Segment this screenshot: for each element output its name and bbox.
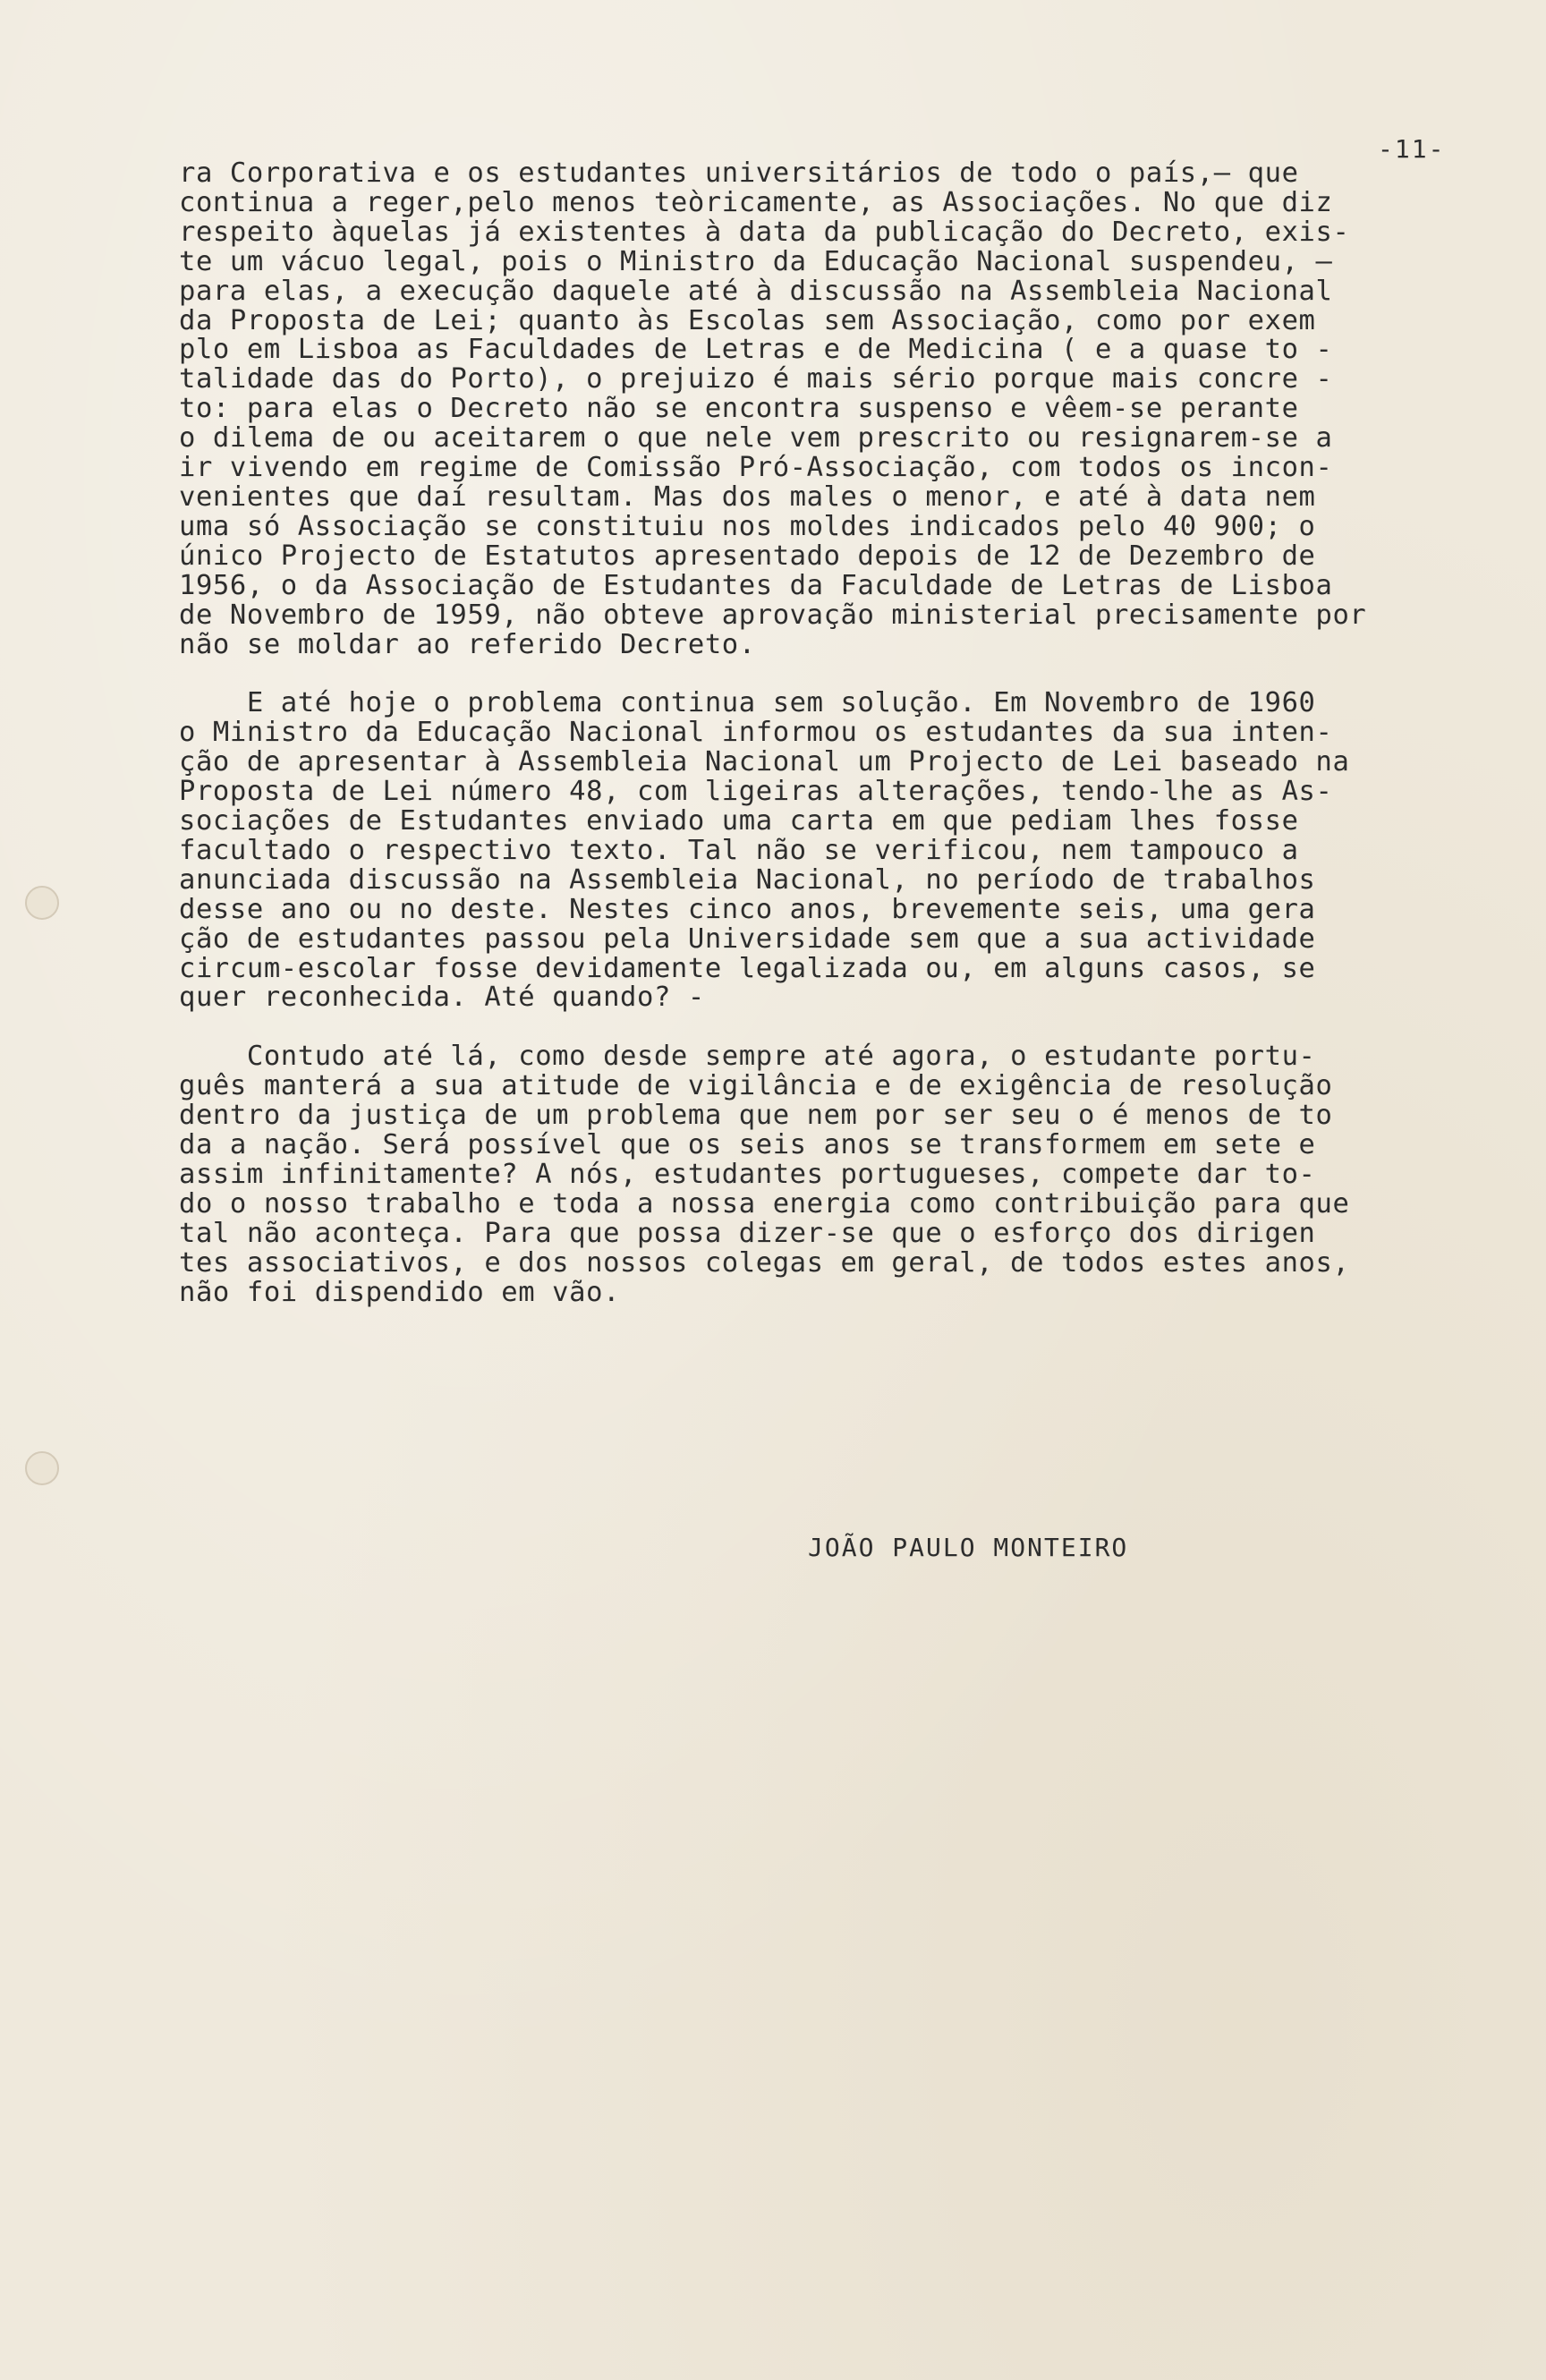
page-number: -11- bbox=[1378, 134, 1446, 164]
text-line: não se moldar ao referido Decreto. bbox=[179, 628, 756, 660]
text-line: 1956, o da Associação de Estudantes da Faculdade de Letras de Lisboa bbox=[179, 569, 1333, 601]
text-line: respeito àquelas já existentes à data da publicação do Decreto, exis- bbox=[179, 216, 1350, 248]
text-line: tal não aconteça. Para que possa dizer-se que o esforço dos dirigen bbox=[179, 1217, 1316, 1249]
text-line: o dilema de ou aceitarem o que nele vem prescrito ou resignarem-se a bbox=[179, 422, 1333, 455]
paragraph-2 bbox=[179, 689, 1467, 1013]
punch-hole-top bbox=[25, 886, 59, 920]
text-line: da a nação. Será possível que os seis anos se transformem em sete e bbox=[179, 1129, 1316, 1161]
text-line: não foi dispendido em vão. bbox=[179, 1276, 621, 1308]
author-signature: JOÃO PAULO MONTEIRO bbox=[808, 1533, 1129, 1562]
text-line: E até hoje o problema continua sem solução. Em Novembro de 1960 bbox=[179, 687, 1316, 719]
text-line: quer reconhecida. Até quando? - bbox=[179, 982, 705, 1014]
text-line: assim infinitamente? A nós, estudantes portugueses, compete dar to- bbox=[179, 1159, 1316, 1190]
text-line: guês manterá a sua atitude de vigilância e de exigência de resolução bbox=[179, 1070, 1333, 1102]
text-line: ir vivendo em regime de Comissão Pró-Associação, com todos os incon- bbox=[179, 452, 1333, 484]
text-line: tes associativos, e dos nossos colegas em geral, de todos estes anos, bbox=[179, 1246, 1350, 1279]
text-line: único Projecto de Estatutos apresentado depois de 12 de Dezembro de bbox=[179, 540, 1316, 572]
text-line: o Ministro da Educação Nacional informou os estudantes da sua inten- bbox=[179, 717, 1333, 749]
text-line: da Proposta de Lei; quanto às Escolas sem Associação, como por exem bbox=[179, 304, 1316, 336]
paragraph-1 bbox=[179, 159, 1467, 659]
text-line: desse ano ou no deste. Nestes cinco anos, brevemente seis, uma gera bbox=[179, 893, 1316, 925]
text-line: Contudo até lá, como desde sempre até agora, o estudante portu- bbox=[179, 1041, 1316, 1073]
text-line: venientes que daí resultam. Mas dos males o menor, e até à data nem bbox=[179, 480, 1316, 513]
text-line: facultado o respectivo texto. Tal não se verificou, nem tampouco a bbox=[179, 834, 1299, 866]
text-line: Proposta de Lei número 48, com ligeiras alterações, tendo-lhe as As- bbox=[179, 776, 1333, 808]
text-line: ção de estudantes passou pela Universidade sem que a sua actividade bbox=[179, 922, 1316, 955]
text-line: talidade das do Porto), o prejuizo é mais sério porque mais concre - bbox=[179, 363, 1333, 395]
text-line: te um vácuo legal, pois o Ministro da Educação Nacional suspendeu, — bbox=[179, 245, 1333, 277]
text-line: sociações de Estudantes enviado uma carta em que pediam lhes fosse bbox=[179, 805, 1299, 837]
text-line: continua a reger,pelo menos teòricamente, as Associações. No que diz bbox=[179, 186, 1333, 218]
text-line: ra Corporativa e os estudantes universitários de todo o país,— que bbox=[179, 157, 1299, 189]
text-line: dentro da justiça de um problema que nem por ser seu o é menos de to bbox=[179, 1100, 1333, 1132]
body-text bbox=[179, 159, 1467, 1308]
text-line: do o nosso trabalho e toda a nossa energia como contribuição para que bbox=[179, 1187, 1350, 1220]
text-line: circum-escolar fosse devidamente legalizada ou, em alguns casos, se bbox=[179, 952, 1316, 984]
text-line: de Novembro de 1959, não obteve aprovação ministerial precisamente por bbox=[179, 599, 1367, 631]
text-line: to: para elas o Decreto não se encontra suspenso e vêem-se perante bbox=[179, 393, 1299, 425]
text-line: anunciada discussão na Assembleia Nacional, no período de trabalhos bbox=[179, 863, 1316, 896]
punch-hole-bottom bbox=[25, 1451, 59, 1485]
text-line: uma só Associação se constituiu nos moldes indicados pelo 40 900; o bbox=[179, 510, 1316, 542]
paragraph-3 bbox=[179, 1042, 1467, 1307]
text-line: ção de apresentar à Assembleia Nacional um Projecto de Lei baseado na bbox=[179, 746, 1350, 778]
text-line: plo em Lisboa as Faculdades de Letras e de Medicina ( e a quase to - bbox=[179, 334, 1333, 366]
text-line: para elas, a execução daquele até à discussão na Assembleia Nacional bbox=[179, 275, 1333, 307]
